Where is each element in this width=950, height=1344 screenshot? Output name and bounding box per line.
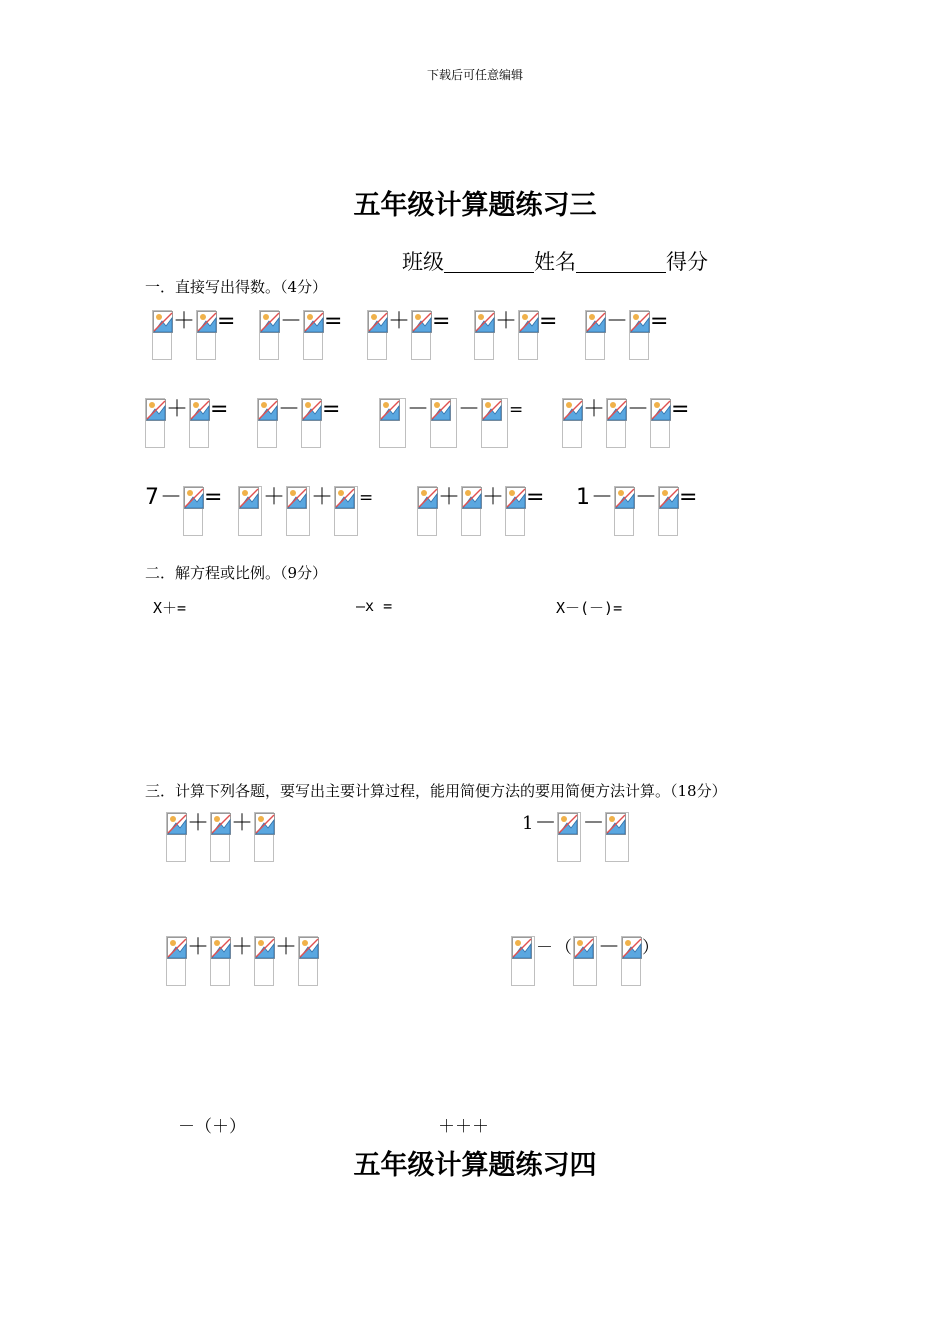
- name-blank: [576, 250, 666, 273]
- fraction-image: [183, 486, 203, 536]
- equals-sign: =: [322, 397, 341, 422]
- fraction-image: [196, 310, 216, 360]
- equals-sign: =: [359, 488, 374, 508]
- plus-sign: ＋: [275, 935, 298, 960]
- equals-sign: =: [526, 485, 545, 510]
- fraction-image: [210, 812, 230, 862]
- fraction-image: [286, 486, 310, 536]
- plus-sign: ＋: [231, 811, 254, 836]
- expression: [562, 398, 690, 448]
- fraction-image: [585, 310, 605, 360]
- fraction-image: [573, 936, 597, 986]
- expression: [238, 486, 374, 536]
- plus-sign: ＋: [263, 485, 286, 510]
- expression: [145, 486, 223, 536]
- score-label: 得分: [666, 250, 708, 274]
- expression: [367, 310, 451, 360]
- expression: [166, 936, 318, 986]
- minus-sign: －: [160, 485, 183, 510]
- class-blank: [444, 250, 534, 273]
- expression: [417, 486, 545, 536]
- fraction-image: [650, 398, 670, 448]
- minus-sign: －: [536, 938, 553, 958]
- bottom-expression-right: ＋＋＋: [438, 1117, 489, 1137]
- equals-sign: =: [432, 309, 451, 334]
- fraction-image: [238, 486, 262, 536]
- equation: X－(－)=: [556, 599, 623, 617]
- fraction-image: [605, 812, 629, 862]
- header-note: 下载后可任意编辑: [426, 68, 523, 82]
- left-paren: （: [555, 938, 572, 958]
- equation: X＋=: [153, 599, 187, 617]
- plus-sign: ＋: [311, 485, 334, 510]
- fraction-image: [562, 398, 582, 448]
- fraction-image: [481, 398, 508, 448]
- minus-sign: －: [280, 309, 303, 334]
- expression: [257, 398, 341, 448]
- equation: —x =: [356, 597, 393, 615]
- plus-sign: ＋: [166, 397, 189, 422]
- fraction-image: [166, 936, 186, 986]
- equals-sign: =: [679, 485, 698, 510]
- minus-sign: －: [582, 811, 605, 836]
- fraction-image: [303, 310, 323, 360]
- fraction-image: [254, 936, 274, 986]
- plus-sign: ＋: [231, 935, 254, 960]
- minus-sign: －: [598, 935, 621, 960]
- expression: [585, 310, 669, 360]
- fraction-image: [417, 486, 437, 536]
- fraction-image: [257, 398, 277, 448]
- fraction-image: [152, 310, 172, 360]
- page-title: 五年级计算题练习三: [353, 190, 597, 221]
- fraction-image: [254, 812, 274, 862]
- number: 1: [576, 485, 590, 510]
- student-info-line: [402, 246, 708, 276]
- name-label: 姓名: [534, 250, 576, 274]
- fraction-image: [411, 310, 431, 360]
- fraction-image: [301, 398, 321, 448]
- bottom-expression-left: －（＋）: [178, 1117, 246, 1137]
- minus-sign: －: [458, 397, 481, 422]
- number: 1: [522, 813, 534, 834]
- fraction-image: [629, 310, 649, 360]
- expression: [522, 812, 629, 862]
- right-paren: ）: [642, 938, 660, 958]
- fraction-image: [430, 398, 457, 448]
- fraction-image: [621, 936, 641, 986]
- expression: [379, 398, 524, 448]
- equals-sign: =: [210, 397, 229, 422]
- plus-sign: ＋: [187, 935, 210, 960]
- plus-sign: ＋: [173, 309, 196, 334]
- fraction-image: [658, 486, 678, 536]
- fraction-image: [367, 310, 387, 360]
- equals-sign: =: [324, 309, 343, 334]
- equals-sign: =: [671, 397, 690, 422]
- plus-sign: ＋: [388, 309, 411, 334]
- minus-sign: －: [635, 485, 658, 510]
- equals-sign: =: [217, 309, 236, 334]
- plus-sign: ＋: [583, 397, 606, 422]
- fraction-image: [614, 486, 634, 536]
- minus-sign: －: [534, 811, 557, 836]
- expression: [166, 812, 274, 862]
- expression: [259, 310, 343, 360]
- fraction-image: [505, 486, 525, 536]
- fraction-image: [379, 398, 406, 448]
- next-page-title: 五年级计算题练习四: [353, 1150, 597, 1181]
- expression: [511, 936, 660, 986]
- plus-sign: ＋: [187, 811, 210, 836]
- fraction-image: [518, 310, 538, 360]
- number: 7: [145, 485, 159, 510]
- plus-sign: ＋: [482, 485, 505, 510]
- section-3-heading: 三．计算下列各题，要写出主要计算过程，能用简便方法的要用简便方法计算。（18分）: [145, 782, 727, 800]
- equals-sign: =: [509, 400, 524, 420]
- fraction-image: [606, 398, 626, 448]
- plus-sign: ＋: [495, 309, 518, 334]
- expression: [474, 310, 558, 360]
- equals-sign: =: [204, 485, 223, 510]
- fraction-image: [189, 398, 209, 448]
- expression: [145, 398, 229, 448]
- minus-sign: －: [278, 397, 301, 422]
- fraction-image: [145, 398, 165, 448]
- minus-sign: －: [606, 309, 629, 334]
- fraction-image: [557, 812, 581, 862]
- section-2-heading: 二．解方程或比例。（9分）: [145, 564, 328, 582]
- equals-sign: =: [539, 309, 558, 334]
- equals-sign: =: [650, 309, 669, 334]
- fraction-image: [210, 936, 230, 986]
- expression: [152, 310, 236, 360]
- minus-sign: －: [627, 397, 650, 422]
- fraction-image: [166, 812, 186, 862]
- minus-sign: －: [591, 485, 614, 510]
- fraction-image: [334, 486, 358, 536]
- expression: [576, 486, 698, 536]
- fraction-image: [461, 486, 481, 536]
- plus-sign: ＋: [438, 485, 461, 510]
- fraction-image: [474, 310, 494, 360]
- fraction-image: [511, 936, 535, 986]
- section-1-heading: 一．直接写出得数。（4分）: [145, 278, 328, 296]
- fraction-image: [298, 936, 318, 986]
- class-label: 班级: [402, 250, 444, 274]
- minus-sign: －: [407, 397, 430, 422]
- fraction-image: [259, 310, 279, 360]
